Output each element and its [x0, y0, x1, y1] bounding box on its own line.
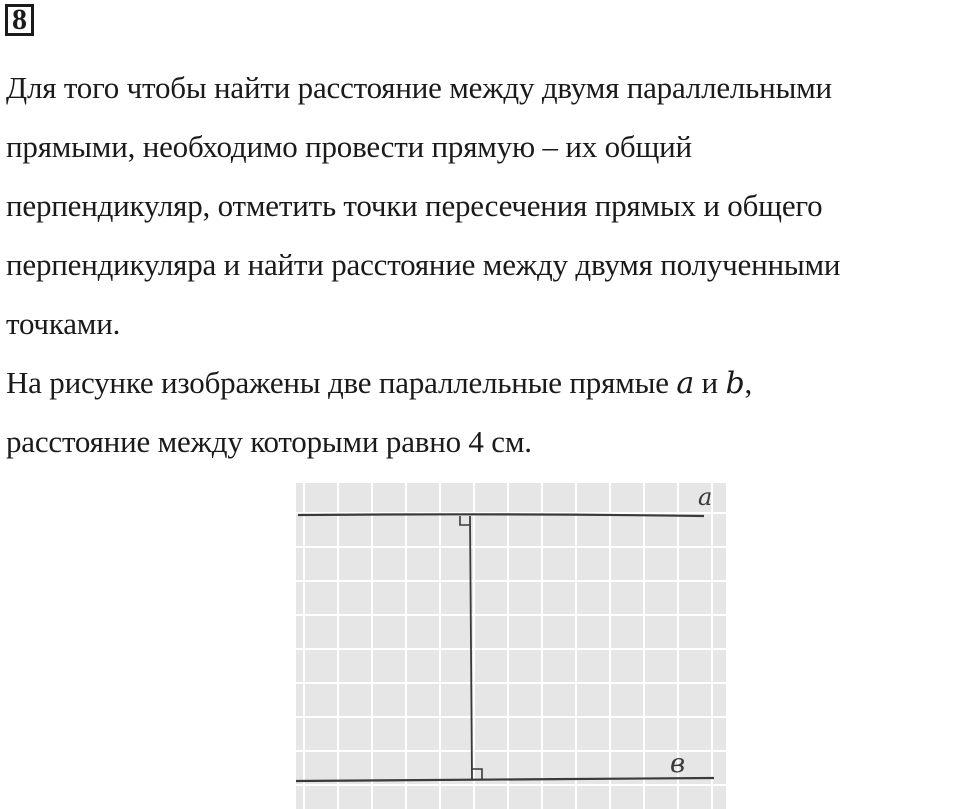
figure-svg: [296, 483, 726, 809]
paragraph2-prefix: На рисунке изображены две параллельные прямые: [6, 365, 677, 400]
label-b: в: [670, 749, 686, 779]
task-number-badge: 8: [5, 4, 34, 36]
variable-b: b: [725, 366, 745, 401]
paragraph1-line-1: Для того чтобы найти расстояние между двумя параллельными: [6, 70, 832, 105]
paragraph2-line-1: [6, 353, 960, 412]
paragraph1-line-4: перпендикуляра и найти расстояние между двумя полученными: [6, 247, 841, 282]
label-a: a: [698, 483, 713, 511]
problem-text: [6, 58, 960, 471]
paragraph2-suffix: ,: [744, 365, 753, 400]
grid-figure: [296, 483, 726, 809]
paragraph1-line-3: перпендикуляр, отметить точки пересечения прямых и общего: [6, 188, 823, 223]
paragraph2-conjunction: и: [694, 365, 726, 400]
variable-a: a: [676, 366, 694, 401]
paragraph1-line-5: точками.: [6, 306, 121, 341]
paragraph1-line-2: прямыми, необходимо провести прямую – их общий: [6, 129, 692, 164]
grid-paper: [296, 483, 726, 809]
paragraph2-line-2: расстояние между которыми равно 4 см.: [6, 424, 532, 459]
